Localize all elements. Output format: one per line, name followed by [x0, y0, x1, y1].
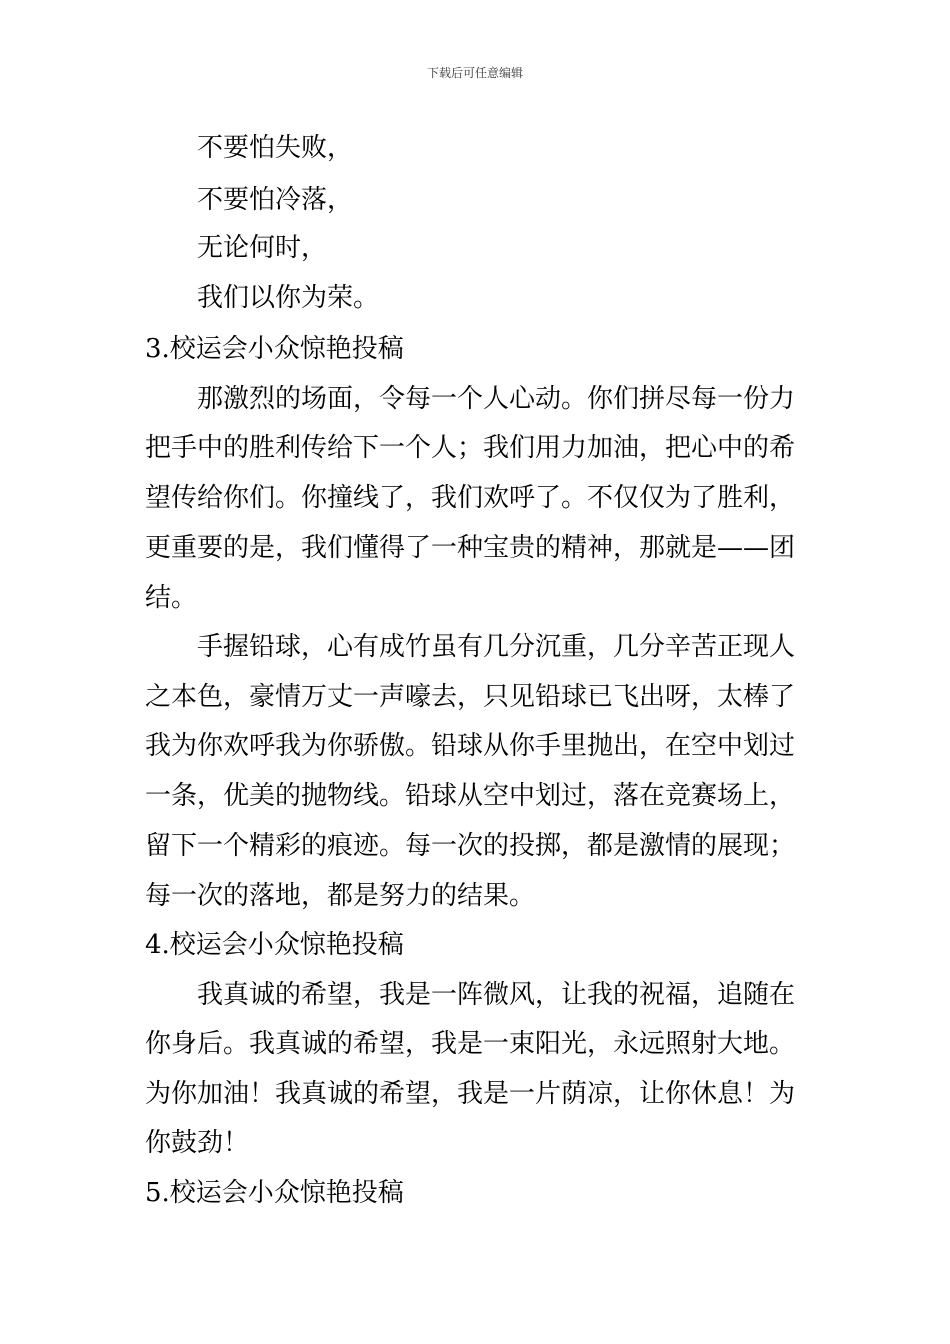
paragraph-line: 留下一个精彩的痕迹。每一次的投掷，都是激情的展现； [145, 831, 796, 861]
paragraph-line: 为你加油！我真诚的希望，我是一片荫凉，让你休息！为 [145, 1079, 796, 1109]
paragraph-line: 我为你欢呼我为你骄傲。铅球从你手里抛出，在空中划过 [145, 731, 796, 761]
poem-line: 不要怕冷落， [197, 185, 354, 215]
paragraph-line: 我真诚的希望，我是一阵微风，让我的祝福，追随在 [197, 980, 796, 1010]
paragraph-line: 把手中的胜利传给下一个人；我们用力加油，把心中的希 [145, 433, 796, 463]
paragraph-line: 你鼓劲！ [145, 1128, 250, 1158]
paragraph-line: 更重要的是，我们懂得了一种宝贵的精神，那就是——团 [145, 533, 796, 563]
poem-line: 不要怕失败， [197, 133, 354, 163]
paragraph-line: 手握铅球，心有成竹虽有几分沉重，几分辛苦正现人 [197, 632, 796, 662]
paragraph-line: 之本色，豪情万丈一声嚎去，只见铅球已飞出呀，太棒了 [145, 682, 796, 712]
section-heading: 5.校运会小众惊艳投稿 [145, 1178, 404, 1208]
section-heading: 4.校运会小众惊艳投稿 [145, 930, 404, 960]
page-header: 下载后可任意编辑 [426, 66, 523, 80]
section-heading: 3.校运会小众惊艳投稿 [145, 334, 404, 364]
poem-line: 我们以你为荣。 [197, 283, 380, 313]
paragraph-line: 望传给你们。你撞线了，我们欢呼了。不仅仅为了胜利， [145, 483, 796, 513]
poem-line: 无论何时， [197, 233, 328, 263]
paragraph-line: 那激烈的场面，令每一个人心动。你们拼尽每一份力 [197, 384, 796, 414]
paragraph-line: 一条，优美的抛物线。铅球从空中划过，落在竞赛场上， [145, 781, 796, 811]
paragraph-line: 你身后。我真诚的希望，我是一束阳光，永远照射大地。 [145, 1029, 796, 1059]
paragraph-line: 结。 [145, 583, 198, 613]
paragraph-line: 每一次的落地，都是努力的结果。 [145, 881, 536, 911]
